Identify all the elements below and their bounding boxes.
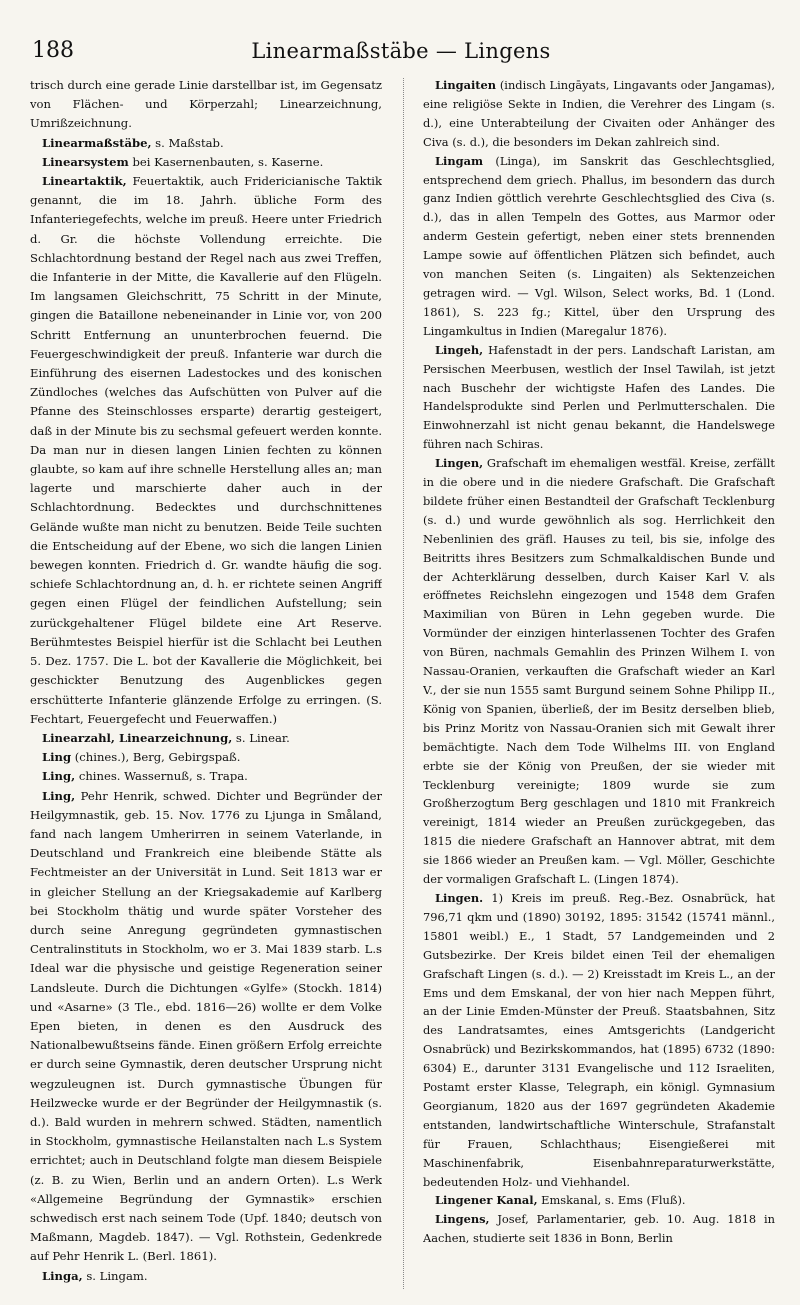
entry-headword: Lingener Kanal,	[435, 1193, 538, 1208]
entry-text: (chines.), Berg, Gebirgspaß.	[71, 750, 241, 765]
entry-headword: Linearsystem	[42, 154, 129, 169]
entry-headword: Linearzahl, Linearzeichnung,	[42, 730, 233, 745]
left-column	[30, 76, 382, 1291]
entry-text: Hafenstadt in der pers. Landschaft Laristan, am Persischen Meerbusen, westlich der Insel Tawilah, ist jetzt nach Buschehr der wichtigste Hafen des Landes. Die Handelsprodukte sind Perlen und Perlmutterschalen. Die Einwohnerzahl ist nicht genau bekannt, die Handelswege führen nach Schiras.	[423, 342, 775, 452]
entry-text: Feuertaktik, auch Fridericianische Taktik genannt, die im 18. Jahrh. übliche Form des Infanteriegefechts, welche im preuß. Heere unter Friedrich d. Gr. die höchste Vollendung erreichte. Die Schlachtordnung bestand der Regel nach aus zwei Treffen, die Infanterie in der Mitte, die Kavallerie auf den Flügeln. Im langsamen Gleichschritt, 75 Schritt in der Minute, gingen die Bataillone nebeneinander in Linie vor, von 200 Schritt Entfernung an ununterbrochen feuernd. Die Feuergeschwindigkeit der preuß. Infanterie war durch die Einführung des eisernen Ladestockes und des konischen Zündloches (welches das Aufschütten von Pulver auf die Pfanne des Steinschlosses ersparte) derartig gesteigert, daß in der Minute bis zu sechsmal gefeuert werden konnte. Da man nur in diesen langen Linien fechten zu können glaubte, so kam auf ihre schnelle Herstellung alles an; man lagerte und marschierte daher auch in der Schlachtordnung. Bedecktes und durchschnittenes Gelände wußte man nicht zu benutzen. Beide Teile suchten die Entscheidung auf der Ebene, wo sich die langen Linien bewegen konnten. Friedrich d. Gr. wandte häufig die sog. schiefe Schlachtordnung an, d. h. er richtete seinen Angriff gegen einen Flügel der feindlichen Aufstellung; sein zurückgehaltener Flügel bildete eine Art Reserve. Berühmtestes Beispiel hierfür ist die Schlacht bei Leuthen 5. Dez. 1757. Die L. bot der Kavallerie die Möglichkeit, bei geschickter Benutzung des Augenblickes gegen erschütterte Infanterie glänzende Erfolge zu erringen. (S. Fechtart, Feuergefecht und Feuerwaffen.)	[30, 174, 382, 726]
entry-text: chines. Wassernuß, s. Trapa.	[75, 769, 248, 784]
entry-text: 1) Kreis im preuß. Reg.-Bez. Osnabrück, hat 796,71 qkm und (1890) 30192, 1895: 31542 (15741 männl., 15801 weibl.) E., 1 Stadt, 57 Landgemeinden und 2 Gutsbezirke. Der Kreis bildet einen Teil der ehemaligen Grafschaft Lingen (s. d.). — 2) Kreisstadt im Kreis L., an der Ems und dem Emskanal, der von hier nach Meppen führt, an der Linie Emden-Münster der Preuß. Staatsbahnen, Sitz des Landratsamtes, eines Amtsgerichts (Landgericht Osnabrück) und Bezirkskommandos, hat (1895) 6732 (1890: 6304) E., darunter 3131 Evangelische und 112 Israeliten, Postamt erster Klasse, Telegraph, ein königl. Gymnasium Georgianum, 1820 aus der 1697 gegründeten Akademie entstanden, landwirtschaftliche Winterschule, Strafanstalt für Frauen, Schlachthaus; Eisengießerei mit Maschinenfabrik, Eisenbahnreparaturwerkstätte, bedeutenden Holz- und Viehhandel.	[423, 890, 775, 1189]
entry-text: Emskanal, s. Ems (Fluß).	[537, 1193, 686, 1208]
entry-headword: Lingen,	[435, 456, 484, 471]
dictionary-entry	[30, 729, 382, 748]
dictionary-entry	[423, 341, 775, 454]
dictionary-entry	[423, 1210, 775, 1248]
right-column	[423, 76, 775, 1291]
dictionary-entry	[423, 889, 775, 1192]
dictionary-entry	[423, 152, 775, 341]
entry-text: (Linga), im Sanskrit das Geschlechtsglied, entsprechend dem griech. Phallus, im besondern das durch ganz Indien göttlich verehrte Geschlechtsglied des Civa (s. d.), das in allen Tempeln des Gottes, aus Marmor oder anderm Gestein gefertigt, neben einer stets brennenden Lampe sowie auf öffentlichen Plätzen sich befindet, auch von manchen Seiten (s. Lingaiten) als Sektenzeichen getragen wird. — Vgl. Wilson, Select works, Bd. 1 (Lond. 1861), S. 223 fg.; Kittel, über den Ursprung des Lingamkultus in Indien (Maregalur 1876).	[423, 153, 775, 338]
dictionary-entry	[423, 454, 775, 889]
dictionary-entry	[30, 767, 382, 786]
dictionary-entry	[423, 76, 775, 152]
entry-headword: Lingeh,	[435, 342, 484, 357]
dictionary-entry	[30, 134, 382, 153]
entry-headword: Lingen.	[435, 890, 484, 905]
dictionary-entry	[30, 748, 382, 767]
entry-text: (indisch Lingāyats, Lingavants oder Jangamas), eine religiöse Sekte in Indien, die Verehrer des Lingam (s. d.), eine Unterabteilung der Civaiten oder Anhänger des Civa (s. d.), die besonders im Dekan zahlreich sind.	[423, 78, 775, 149]
running-title: Linearmaßstäbe — Lingens	[251, 39, 551, 63]
column-divider	[403, 78, 404, 1289]
dictionary-entry	[30, 76, 382, 134]
page-header	[32, 36, 770, 68]
entry-headword: Ling	[42, 750, 72, 765]
entry-headword: Lingens,	[435, 1212, 490, 1227]
entry-text: Grafschaft im ehemaligen westfäl. Kreise, zerfällt in die obere und in die niedere Grafschaft. Die Grafschaft bildete früher einen Bestandteil der Grafschaft Tecklenburg (s. d.) und wurde gewöhnlich als sog. Herrlichkeit den Nebenlinien des gräfl. Hauses zu teil, bis sie, infolge des Beitritts ihres Besitzers zum Schmalkaldischen Bunde und der Achterklärung desselben, durch Kaiser Karl V. als eröffnetes Reichslehn eingezogen und 1548 dem Grafen Maximilian von Büren in Lehn gegeben wurde. Die Vormünder der einzigen hinterlassenen Tochter des Grafen von Büren, nachmals Gemahlin des Prinzen Wilhem I. von Nassau-Oranien, verkauften die Grafschaft wieder an Karl V., der sie nun 1555 samt Burgund seinem Sohne Philipp II., König von Spanien, überließ, der im Besitz derselben blieb, bis Prinz Moritz von Nassau-Oranien sich mit Gewalt ihrer bemächtigte. Nach dem Tode Wilhelms III. von England erbte sie der König von Preußen, der sie wieder mit Tecklenburg vereinigte; 1809 wurde sie zum Großherzogtum Berg geschlagen und 1810 mit Frankreich vereinigt, 1814 wieder an Preußen zurückgegeben, das 1815 die niedere Grafschaft an Hannover abtrat, mit dem sie 1866 wieder an Preußen kam. — Vgl. Möller, Geschichte der vormaligen Grafschaft L. (Lingen 1874).	[423, 456, 775, 887]
dictionary-entry	[30, 787, 382, 1267]
entry-headword: Linearmaßstäbe,	[42, 135, 152, 150]
entry-text: s. Lingam.	[82, 1268, 148, 1283]
entry-text: s. Maßstab.	[151, 135, 224, 150]
dictionary-entry	[30, 153, 382, 172]
entry-text: Josef, Parlamentarier, geb. 10. Aug. 1818 in Aachen, studierte seit 1836 in Bonn, Berlin	[423, 1212, 775, 1246]
page-number: 188	[32, 38, 74, 63]
entry-headword: Lingaiten	[435, 78, 497, 92]
dictionary-entry	[30, 172, 382, 729]
entry-text: s. Linear.	[232, 730, 290, 745]
entry-headword: Ling,	[42, 788, 76, 803]
entry-headword: Lineartaktik,	[42, 174, 127, 189]
entry-headword: Ling,	[42, 769, 76, 784]
dictionary-entry	[30, 1267, 382, 1286]
dictionary-entry	[423, 1191, 775, 1210]
entry-text: trisch durch eine gerade Linie darstellbar ist, im Gegensatz von Flächen- und Körperzahl; Linearzeichnung, Umrißzeichnung.	[30, 78, 382, 131]
entry-text: Pehr Henrik, schwed. Dichter und Begründer der Heilgymnastik, geb. 15. Nov. 1776 zu Ljunga in Småland, fand nach langem Umherirren in seinem Vaterlande, in Deutschland und Frankreich eine bleibende Stätte als Fechtmeister an der Universität in Lund. Seit 1813 war er in gleicher Stellung an der Kriegsakademie auf Karlberg bei Stockholm thätig und wurde später Vorsteher des durch seine Anregung gegründeten gymnastischen Centralinstituts in Stockholm, wo er 3. Mai 1839 starb. L.s Ideal war die physische und geistige Regeneration seiner Landsleute. Durch die Dichtungen «Gylfe» (Stockh. 1814) und «Asarne» (3 Tle., ebd. 1816—26) wollte er dem Volke Epen bieten, in denen es den Ausdruck des Nationalbewußtseins fände. Einen größern Erfolg erreichte er durch seine Gymnastik, deren deutscher Ursprung nicht wegzuleugnen ist. Durch gymnastische Übungen für Heilzwecke wurde er der Begründer der Heilgymnastik (s. d.). Bald wurden in mehrern schwed. Städten, namentlich in Stockholm, gymnastische Heilanstalten nach L.s System errichtet; auch in Deutschland folgte man diesem Beispiele (z. B. zu Wien, Berlin und an andern Orten). L.s Werk «Allgemeine Begründung der Gymnastik» erschien schwedisch erst nach seinem Tode (Upf. 1840; deutsch von Maßmann, Magdeb. 1847). — Vgl. Rothstein, Gedenkrede auf Pehr Henrik L. (Berl. 1861).	[30, 788, 382, 1264]
entry-headword: Lingam	[435, 153, 484, 168]
entry-headword: Linga,	[42, 1268, 83, 1283]
entry-text: bei Kasernenbauten, s. Kaserne.	[128, 154, 324, 169]
